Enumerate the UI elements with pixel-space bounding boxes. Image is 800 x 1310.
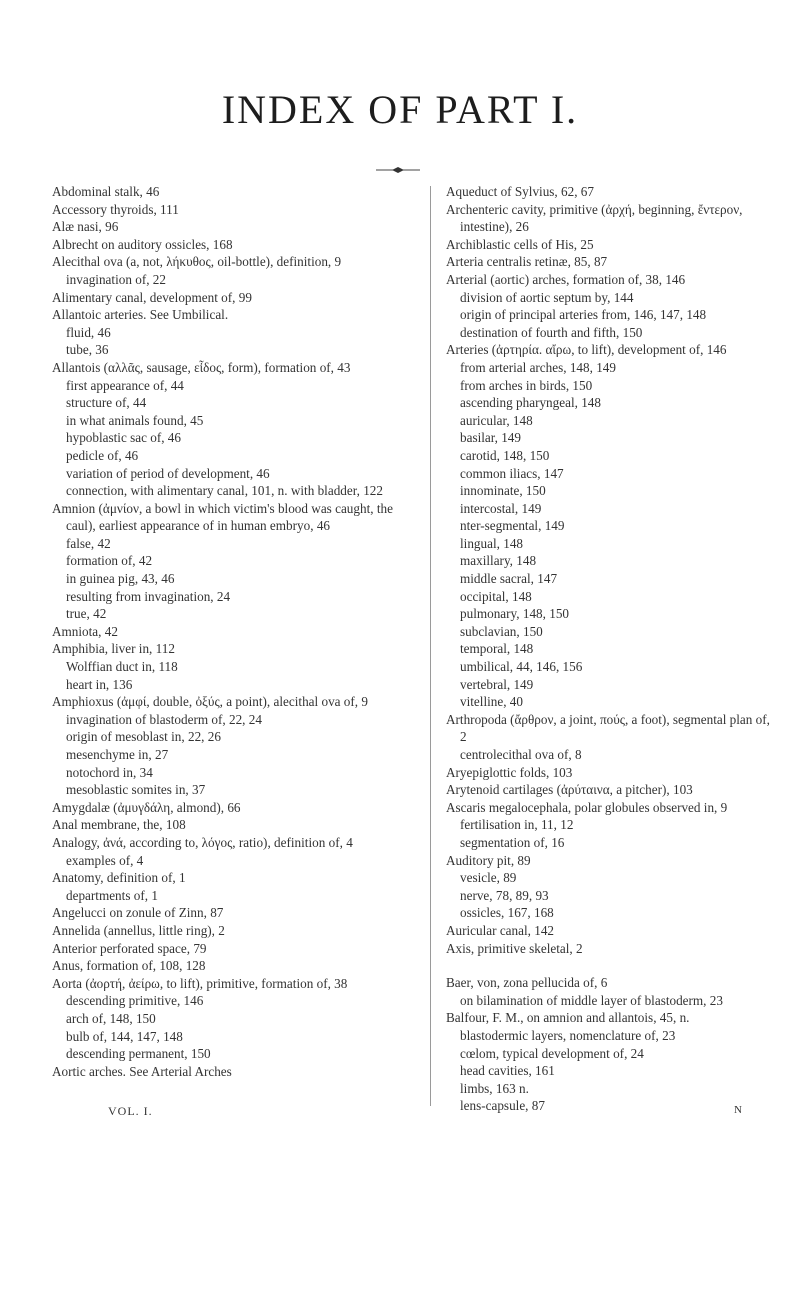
index-subentry: examples of, 4 — [66, 852, 144, 868]
index-subentry: blastodermic layers, nomenclature of, 23 — [460, 1027, 676, 1043]
signature-mark: N — [734, 1104, 742, 1116]
index-subentry: occipital, 148 — [460, 588, 532, 604]
index-subentry: ossicles, 167, 168 — [460, 905, 554, 921]
index-subentry: subclavian, 150 — [460, 623, 543, 639]
index-subentry: segmentation of, 16 — [460, 834, 565, 850]
index-entry: Aqueduct of Sylvius, 62, 67 — [446, 184, 594, 199]
index-entry: Arytenoid cartilages (ἀρύταινα, a pitcher), 103 — [446, 782, 693, 798]
index-entry: Anus, formation of, 108, 128 — [52, 958, 206, 974]
index-entry: Archenteric cavity, primitive (ἀρχή, beginning, ἔντερον, intestine), 26 — [446, 201, 743, 235]
index-entry: Auricular canal, 142 — [446, 922, 555, 938]
index-column-left — [52, 183, 417, 1080]
index-subentry: from arterial arches, 148, 149 — [460, 359, 616, 375]
index-subentry: common iliacs, 147 — [460, 465, 564, 481]
index-subentry: invagination of blastoderm of, 22, 24 — [66, 711, 262, 727]
index-subentry: variation of period of development, 46 — [66, 465, 270, 481]
index-entry: Amnion (ἀμνίον, a bowl in which victim's blood was caught, the caul), earliest appearance of in human embryo, 46 — [52, 500, 393, 534]
index-entry: Abdominal stalk, 46 — [52, 184, 160, 199]
column-divider — [430, 186, 431, 1106]
index-subentry: fertilisation in, 11, 12 — [460, 817, 574, 833]
index-entry: Aortic arches. See Arterial Arches — [52, 1063, 232, 1079]
index-subentry: in what animals found, 45 — [66, 412, 204, 428]
index-subentry: origin of principal arteries from, 146, 147, 148 — [460, 307, 707, 323]
index-entry: Ascaris megalocephala, polar globules observed in, 9 — [446, 799, 728, 815]
index-entry: Archiblastic cells of His, 25 — [446, 236, 594, 252]
index-entry: Auditory pit, 89 — [446, 852, 531, 868]
index-subentry: intercostal, 149 — [460, 500, 542, 516]
index-subentry: limbs, 163 n. — [460, 1080, 529, 1096]
index-subentry: descending primitive, 146 — [66, 993, 204, 1009]
index-entry: Analogy, ἀνά, according to, λόγος, ratio), definition of, 4 — [52, 834, 353, 850]
index-subentry: tube, 36 — [66, 342, 109, 358]
index-subentry: hypoblastic sac of, 46 — [66, 430, 181, 446]
index-entry: Allantois (αλλᾶς, sausage, εἶδος, form), formation of, 43 — [52, 359, 351, 375]
index-subentry: bulb of, 144, 147, 148 — [66, 1028, 183, 1044]
index-entry: Aorta (ἀορτή, ἀείρω, to lift), primitive, formation of, 38 — [52, 975, 348, 991]
index-subentry: arch of, 148, 150 — [66, 1010, 156, 1026]
index-subentry: ascending pharyngeal, 148 — [460, 395, 601, 411]
index-subentry: vitelline, 40 — [460, 694, 523, 710]
index-subentry: nerve, 78, 89, 93 — [460, 887, 549, 903]
index-subentry: lingual, 148 — [460, 535, 524, 551]
index-subentry: pedicle of, 46 — [66, 447, 139, 463]
title-ornament — [368, 166, 428, 174]
index-subentry: centrolecithal ova of, 8 — [460, 747, 582, 762]
index-subentry: Wolffian duct in, 118 — [66, 659, 178, 675]
index-subentry: in guinea pig, 43, 46 — [66, 571, 175, 587]
index-entry: Amniota, 42 — [52, 623, 118, 639]
index-subentry: notochord in, 34 — [66, 764, 153, 780]
index-entry: Alecithal ova (a, not, λήκυθος, oil-bottle), definition, 9 — [52, 254, 342, 270]
index-subentry: fluid, 46 — [66, 324, 111, 340]
index-entry: Arterial (aortic) arches, formation of, 38, 146 — [446, 271, 686, 287]
index-entry: Alæ nasi, 96 — [52, 219, 119, 235]
index-subentry: true, 42 — [66, 606, 107, 622]
index-column-right — [446, 183, 776, 1115]
volume-label: VOL. I. — [108, 1104, 153, 1118]
index-entry: Amphioxus (ἀμφί, double, ὀξύς, a point), alecithal ova of, 9 — [52, 694, 368, 710]
index-entry: Amygdalæ (ἀμυγδάλη, almond), 66 — [52, 799, 241, 815]
index-subentry: heart in, 136 — [66, 676, 133, 692]
index-subentry: origin of mesoblast in, 22, 26 — [66, 729, 221, 745]
index-entry: Anterior perforated space, 79 — [52, 940, 207, 956]
index-subentry: vertebral, 149 — [460, 676, 534, 692]
index-subentry: formation of, 42 — [66, 553, 153, 569]
page-title: INDEX OF PART I. — [221, 87, 579, 132]
index-subentry: nter-segmental, 149 — [460, 518, 565, 534]
index-subentry: mesoblastic somites in, 37 — [66, 782, 206, 798]
index-subentry: division of aortic septum by, 144 — [460, 289, 634, 305]
index-subentry: pulmonary, 148, 150 — [460, 606, 570, 622]
index-subentry: resulting from invagination, 24 — [66, 588, 231, 604]
index-subentry: descending permanent, 150 — [66, 1046, 211, 1062]
index-entry: Angelucci on zonule of Zinn, 87 — [52, 905, 224, 921]
index-entry: Amphibia, liver in, 112 — [52, 641, 175, 657]
index-subentry: maxillary, 148 — [460, 553, 537, 569]
index-entry: Arteria centralis retinæ, 85, 87 — [446, 254, 608, 270]
index-subentry: connection, with alimentary canal, 101, n. with bladder, 122 — [66, 483, 383, 499]
index-subentry: basilar, 149 — [460, 430, 521, 446]
index-subentry: on bilamination of middle layer of blastoderm, 23 — [460, 992, 723, 1008]
index-entry: Baer, von, zona pellucida of, 6 — [446, 975, 608, 991]
index-subentry: middle sacral, 147 — [460, 571, 558, 587]
index-subentry: from arches in birds, 150 — [460, 377, 593, 393]
index-entry: Balfour, F. M., on amnion and allantois, 45, n. — [446, 1010, 690, 1026]
index-entry: Accessory thyroids, 111 — [52, 201, 179, 217]
index-subentry: destination of fourth and fifth, 150 — [460, 324, 643, 340]
index-entry: Annelida (annellus, little ring), 2 — [52, 922, 225, 938]
index-entry: Albrecht on auditory ossicles, 168 — [52, 236, 233, 252]
index-subentry: umbilical, 44, 146, 156 — [460, 659, 583, 675]
index-entry: Anatomy, definition of, 1 — [52, 870, 186, 886]
index-subentry: lens-capsule, 87 — [460, 1098, 545, 1114]
index-subentry: auricular, 148 — [460, 412, 533, 428]
index-subentry: cœlom, typical development of, 24 — [460, 1045, 644, 1061]
index-subentry: false, 42 — [66, 535, 111, 551]
index-subentry: vesicle, 89 — [460, 870, 517, 886]
index-subentry: departments of, 1 — [66, 887, 158, 903]
index-entry: Anal membrane, the, 108 — [52, 817, 186, 833]
index-subentry: invagination of, 22 — [66, 271, 166, 287]
index-subentry: temporal, 148 — [460, 641, 534, 657]
index-subentry: first appearance of, 44 — [66, 377, 184, 393]
index-entry: Arteries (ἀρτηρία. αἴρω, to lift), development of, 146 — [446, 342, 727, 358]
index-entry: Arthropoda (ἄρθρον, a joint, πούς, a foot), segmental plan of, 2 — [446, 711, 770, 745]
index-subentry: structure of, 44 — [66, 395, 147, 411]
index-entry: Allantoic arteries. See Umbilical. — [52, 307, 229, 323]
index-entry: Aryepiglottic folds, 103 — [446, 764, 573, 780]
index-subentry: mesenchyme in, 27 — [66, 747, 169, 762]
index-subentry: head cavities, 161 — [460, 1063, 555, 1079]
section-gap — [446, 957, 776, 974]
index-entry: Axis, primitive skeletal, 2 — [446, 940, 583, 956]
index-subentry: innominate, 150 — [460, 483, 546, 499]
index-subentry: carotid, 148, 150 — [460, 447, 550, 463]
index-entry: Alimentary canal, development of, 99 — [52, 289, 252, 305]
